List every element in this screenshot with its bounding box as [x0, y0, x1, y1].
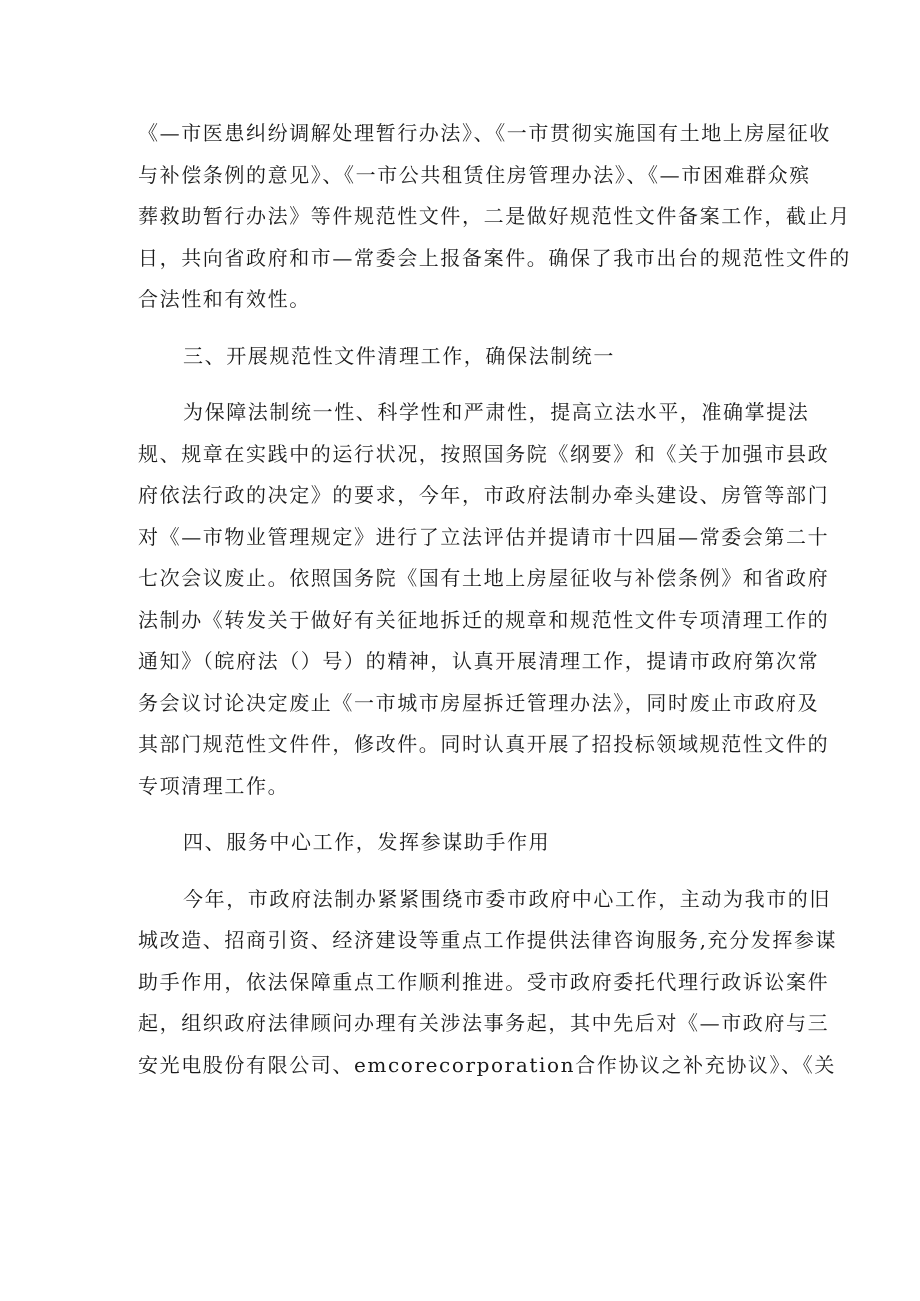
- text-line: 与补偿条例的意见》、《一市公共租赁住房管理办法》、《—市困难群众殡: [138, 162, 811, 187]
- text-line: 通知》（皖府法（）号）的精神，认真开展清理工作，提请市政府第次常: [138, 649, 820, 673]
- text-line: 助手作用，依法保障重点工作顺利推进。受市政府委托代理行政诉讼案件: [138, 969, 830, 994]
- text-line: 起，组织政府法律顾问办理有关涉法事务起，其中先后对《—市政府与三: [138, 1011, 830, 1035]
- text-line: 日，共向省政府和市—常委会上报备案件。确保了我市出台的规范性文件的: [138, 245, 851, 270]
- document-body: [138, 113, 851, 1086]
- text-line: 今年，市政府法制办紧紧围绕市委市政府中心工作，主动为我市的旧: [183, 886, 831, 911]
- text-line: 专项清理工作。: [138, 773, 290, 798]
- text-line: 葬救助暂行办法》等件规范性文件，二是做好规范性文件备案工作，截止月: [138, 204, 851, 228]
- text-line: 法制办《转发关于做好有关征地拆迁的规章和规范性文件专项清理工作的: [138, 607, 830, 632]
- text-line: 其部门规范性文件件，修改件。同时认真开展了招投标领域规范性文件的: [138, 732, 830, 756]
- text-line: 府依法行政的决定》的要求，今年，市政府法制办牵头建设、房管等部门: [138, 483, 830, 507]
- text-line: 七次会议废止。依照国务院《国有土地上房屋征收与补偿条例》和省政府: [138, 566, 830, 590]
- text-line: 《—市医患纠纷调解处理暂行办法》、《一市贯彻实施国有土地上房屋征收: [138, 121, 831, 145]
- text-line: 对《—市物业管理规定》进行了立法评估并提请市十四届—常委会第二十: [138, 524, 830, 549]
- section-heading: 三、开展规范性文件清理工作，确保法制统一: [183, 343, 615, 368]
- text-line: 规、规章在实践中的运行状况，按照国务院《纲要》和《关于加强市县政: [138, 441, 830, 466]
- text-line: 为保障法制统一性、科学性和严肃性，提高立法水平，准确掌提法: [183, 400, 810, 424]
- text-line: 务会议讨论决定废止《一市城市房屋拆迁管理办法》，同时废止市政府及: [138, 690, 820, 715]
- text-line: 合法性和有效性。: [138, 287, 311, 311]
- text-line: 安光电股份有限公司、emcorecorporation合作协议之补充协议》、《关: [138, 1052, 836, 1077]
- text-line: 城改造、招商引资、经济建设等重点工作提供法律咨询服务,充分发挥参谋: [138, 928, 838, 952]
- section-heading: 四、服务中心工作，发挥参谋助手作用: [183, 830, 551, 854]
